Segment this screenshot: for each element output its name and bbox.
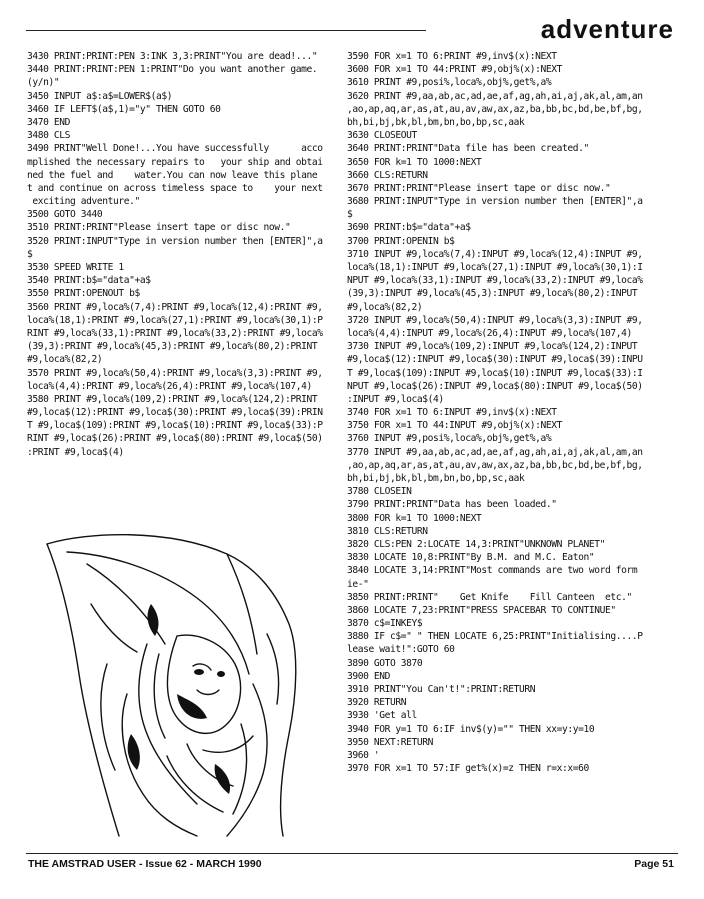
code-line: loca%(4,4):INPUT #9,loca%(26,4):INPUT #9,loca%(107,4) [347, 327, 632, 339]
code-line: #9,loca%(82,2) [27, 354, 103, 366]
code-line: 3770 INPUT #9,aa,ab,ac,ad,ae,af,ag,ah,ai,aj,ak,al,am,an [347, 446, 643, 458]
code-line: :INPUT #9,loca$(4) [347, 393, 444, 405]
code-line: 3730 INPUT #9,loca%(109,2):INPUT #9,loca%(124,2):INPUT [347, 341, 638, 353]
code-line: 3630 CLOSEOUT [347, 130, 417, 142]
code-line: 3450 INPUT a$:a$=LOWER$(a$) [27, 90, 173, 102]
listing-right-column [347, 50, 677, 775]
code-line: 3910 PRINT"You Can't!":PRINT:RETURN [347, 684, 536, 695]
code-line: 3830 LOCATE 10,8:PRINT"By B.M. and M.C. Eaton" [347, 552, 595, 564]
code-line: 3840 LOCATE 3,14:PRINT"Most commands are two word form [347, 565, 638, 577]
code-line: mplished the necessary repairs to your ship and obtai [27, 156, 323, 168]
code-line: (39,3):PRINT #9,loca%(45,3):PRINT #9,loca%(80,2):PRINT [27, 341, 318, 353]
code-line: $ [347, 209, 353, 221]
code-line: 3750 FOR x=1 TO 44:INPUT #9,obj%(x):NEXT [347, 420, 563, 432]
code-line: 3760 INPUT #9,posi%,loca%,obj%,get%,a% [347, 433, 552, 445]
code-line: 3820 CLS:PEN 2:LOCATE 14,3:PRINT"UNKNOWN PLANET" [347, 538, 606, 550]
code-line: 3510 PRINT:PRINT"Please insert tape or disc now." [27, 222, 291, 234]
code-line: 3870 c$=INKEY$ [347, 618, 423, 630]
footer-rule [26, 853, 678, 854]
code-line: 3520 PRINT:INPUT"Type in version number then [ENTER]",a [27, 235, 323, 247]
code-line: 3880 IF c$=" " THEN LOCATE 6,25:PRINT"Initialising....P [347, 631, 643, 643]
code-line: loca%(18,1):INPUT #9,loca%(27,1):INPUT #9,loca%(30,1):I [347, 262, 643, 273]
code-line: 3680 PRINT:INPUT"Type in version number then [ENTER]",a [347, 196, 643, 208]
code-line: 3950 NEXT:RETURN [347, 736, 434, 748]
code-line: NPUT #9,loca%(33,1):INPUT #9,loca%(33,2):INPUT #9,loca% [347, 275, 643, 287]
code-line: 3470 END [27, 116, 71, 128]
code-line: 3610 PRINT #9,posi%,loca%,obj%,get%,a% [347, 77, 552, 89]
code-line: 3570 PRINT #9,loca%(50,4):PRINT #9,loca%(3,3):PRINT #9, [27, 367, 323, 379]
footer-publication: THE AMSTRAD USER - Issue 62 - MARCH 1990 [28, 858, 262, 870]
code-line: $ [27, 248, 33, 260]
code-line: 3440 PRINT:PRINT:PEN 1:PRINT"Do you want another game. [27, 64, 318, 76]
code-line: (y/n)" [27, 77, 60, 89]
code-line: lease wait!":GOTO 60 [347, 644, 455, 656]
code-line: 3700 PRINT:OPENIN b$ [347, 235, 455, 247]
code-line: 3920 RETURN [347, 697, 407, 709]
code-line: 3930 'Get all [347, 710, 417, 722]
code-line: 3600 FOR x=1 TO 44:PRINT #9,obj%(x):NEXT [347, 64, 563, 76]
code-line: 3890 GOTO 3870 [347, 657, 423, 669]
code-line: 3430 PRINT:PRINT:PEN 3:INK 3,3:PRINT"You are dead!..." [27, 51, 318, 62]
code-line: 3490 PRINT"Well Done!...You have successfully acco [27, 143, 323, 155]
code-line: 3500 GOTO 3440 [27, 209, 103, 221]
code-line: 3900 END [347, 670, 391, 682]
code-line: 3590 FOR x=1 TO 6:PRINT #9,inv$(x):NEXT [347, 51, 557, 62]
code-line: 3860 LOCATE 7,23:PRINT"PRESS SPACEBAR TO CONTINUE" [347, 604, 616, 616]
code-line: 3960 ' [347, 749, 380, 761]
listing-left-column [27, 50, 345, 459]
code-line: loca%(18,1):PRINT #9,loca%(27,1):PRINT #9,loca%(30,1):P [27, 314, 323, 326]
code-line: 3480 CLS [27, 130, 71, 142]
code-line: 3850 PRINT:PRINT" Get Knife Fill Canteen etc." [347, 591, 632, 603]
code-line: 3550 PRINT:OPENOUT b$ [27, 288, 140, 300]
code-line: RINT #9,loca$(26):PRINT #9,loca$(80):PRINT #9,loca$(50) [27, 433, 323, 445]
code-line: loca%(4,4):PRINT #9,loca%(26,4):PRINT #9,loca%(107,4) [27, 380, 312, 392]
code-line: 3530 SPEED WRITE 1 [27, 262, 124, 273]
code-line: RINT #9,loca%(33,1):PRINT #9,loca%(33,2):PRINT #9,loca% [27, 327, 323, 339]
code-line: #9,loca$(12):INPUT #9,loca$(30):INPUT #9,loca$(39):INPU [347, 354, 643, 366]
code-line: 3540 PRINT:b$="data"+a$ [27, 275, 151, 287]
code-line: 3580 PRINT #9,loca%(109,2):PRINT #9,loca%(124,2):PRINT [27, 393, 318, 405]
code-line: 3780 CLOSEIN [347, 486, 412, 498]
code-line: 3720 INPUT #9,loca%(50,4):INPUT #9,loca%(3,3):INPUT #9, [347, 314, 643, 326]
code-line: #9,loca%(82,2) [347, 301, 423, 313]
code-line: 3650 FOR k=1 TO 1000:NEXT [347, 156, 482, 168]
header-rule [26, 30, 426, 31]
code-line: bh,bi,bj,bk,bl,bm,bn,bo,bp,sc,aak [347, 116, 525, 128]
code-line: T #9,loca$(109):PRINT #9,loca$(10):PRINT #9,loca$(33):P [27, 420, 323, 432]
code-line: T #9,loca$(109):INPUT #9,loca$(10):INPUT #9,loca$(33):I [347, 367, 643, 379]
code-line: 3970 FOR x=1 TO 57:IF get%(x)=z THEN r=x:x=60 [347, 763, 589, 775]
code-line: ,ao,ap,aq,ar,as,at,au,av,aw,ax,az,ba,bb,bc,bd,be,bf,bg, [347, 459, 643, 471]
code-line: exciting adventure." [27, 196, 140, 208]
code-line: bh,bi,bj,bk,bl,bm,bn,bo,bp,sc,aak [347, 473, 525, 484]
code-line: t and continue on across timeless space to your next [27, 182, 323, 194]
code-line: 3620 PRINT #9,aa,ab,ac,ad,ae,af,ag,ah,ai,aj,ak,al,am,an [347, 90, 643, 102]
code-line: 3640 PRINT:PRINT"Data file has been created." [347, 143, 589, 155]
section-title: adventure [540, 14, 674, 44]
code-line: :PRINT #9,loca$(4) [27, 446, 124, 458]
code-line: 3940 FOR y=1 TO 6:IF inv$(y)="" THEN xx=y:y=10 [347, 723, 595, 735]
code-line: 3660 CLS:RETURN [347, 169, 428, 181]
code-line: 3560 PRINT #9,loca%(7,4):PRINT #9,loca%(12,4):PRINT #9, [27, 301, 323, 313]
code-line: 3460 IF LEFT$(a$,1)="y" THEN GOTO 60 [27, 103, 221, 115]
code-line: 3810 CLS:RETURN [347, 525, 428, 537]
code-line: NPUT #9,loca$(26):INPUT #9,loca$(80):INPUT #9,loca$(50) [347, 380, 643, 392]
code-line: ned the fuel and water.You can now leave this plane [27, 169, 318, 181]
code-line: 3690 PRINT:b$="data"+a$ [347, 222, 471, 234]
code-line: ie-" [347, 578, 369, 590]
code-line: ,ao,ap,aq,ar,as,at,au,av,aw,ax,az,ba,bb,bc,bd,be,bf,bg, [347, 103, 643, 115]
code-line: (39,3):INPUT #9,loca%(45,3):INPUT #9,loca%(80,2):INPUT [347, 288, 638, 300]
code-line: #9,loca$(12):PRINT #9,loca$(30):PRINT #9,loca$(39):PRIN [27, 407, 323, 419]
code-line: 3740 FOR x=1 TO 6:INPUT #9,inv$(x):NEXT [347, 407, 557, 419]
ink-illustration [27, 524, 345, 840]
code-line: 3800 FOR k=1 TO 1000:NEXT [347, 512, 482, 524]
code-line: 3670 PRINT:PRINT"Please insert tape or disc now." [347, 182, 611, 194]
footer-page-number: Page 51 [634, 858, 674, 870]
code-line: 3790 PRINT:PRINT"Data has been loaded." [347, 499, 557, 511]
code-line: 3710 INPUT #9,loca%(7,4):INPUT #9,loca%(12,4):INPUT #9, [347, 248, 643, 260]
